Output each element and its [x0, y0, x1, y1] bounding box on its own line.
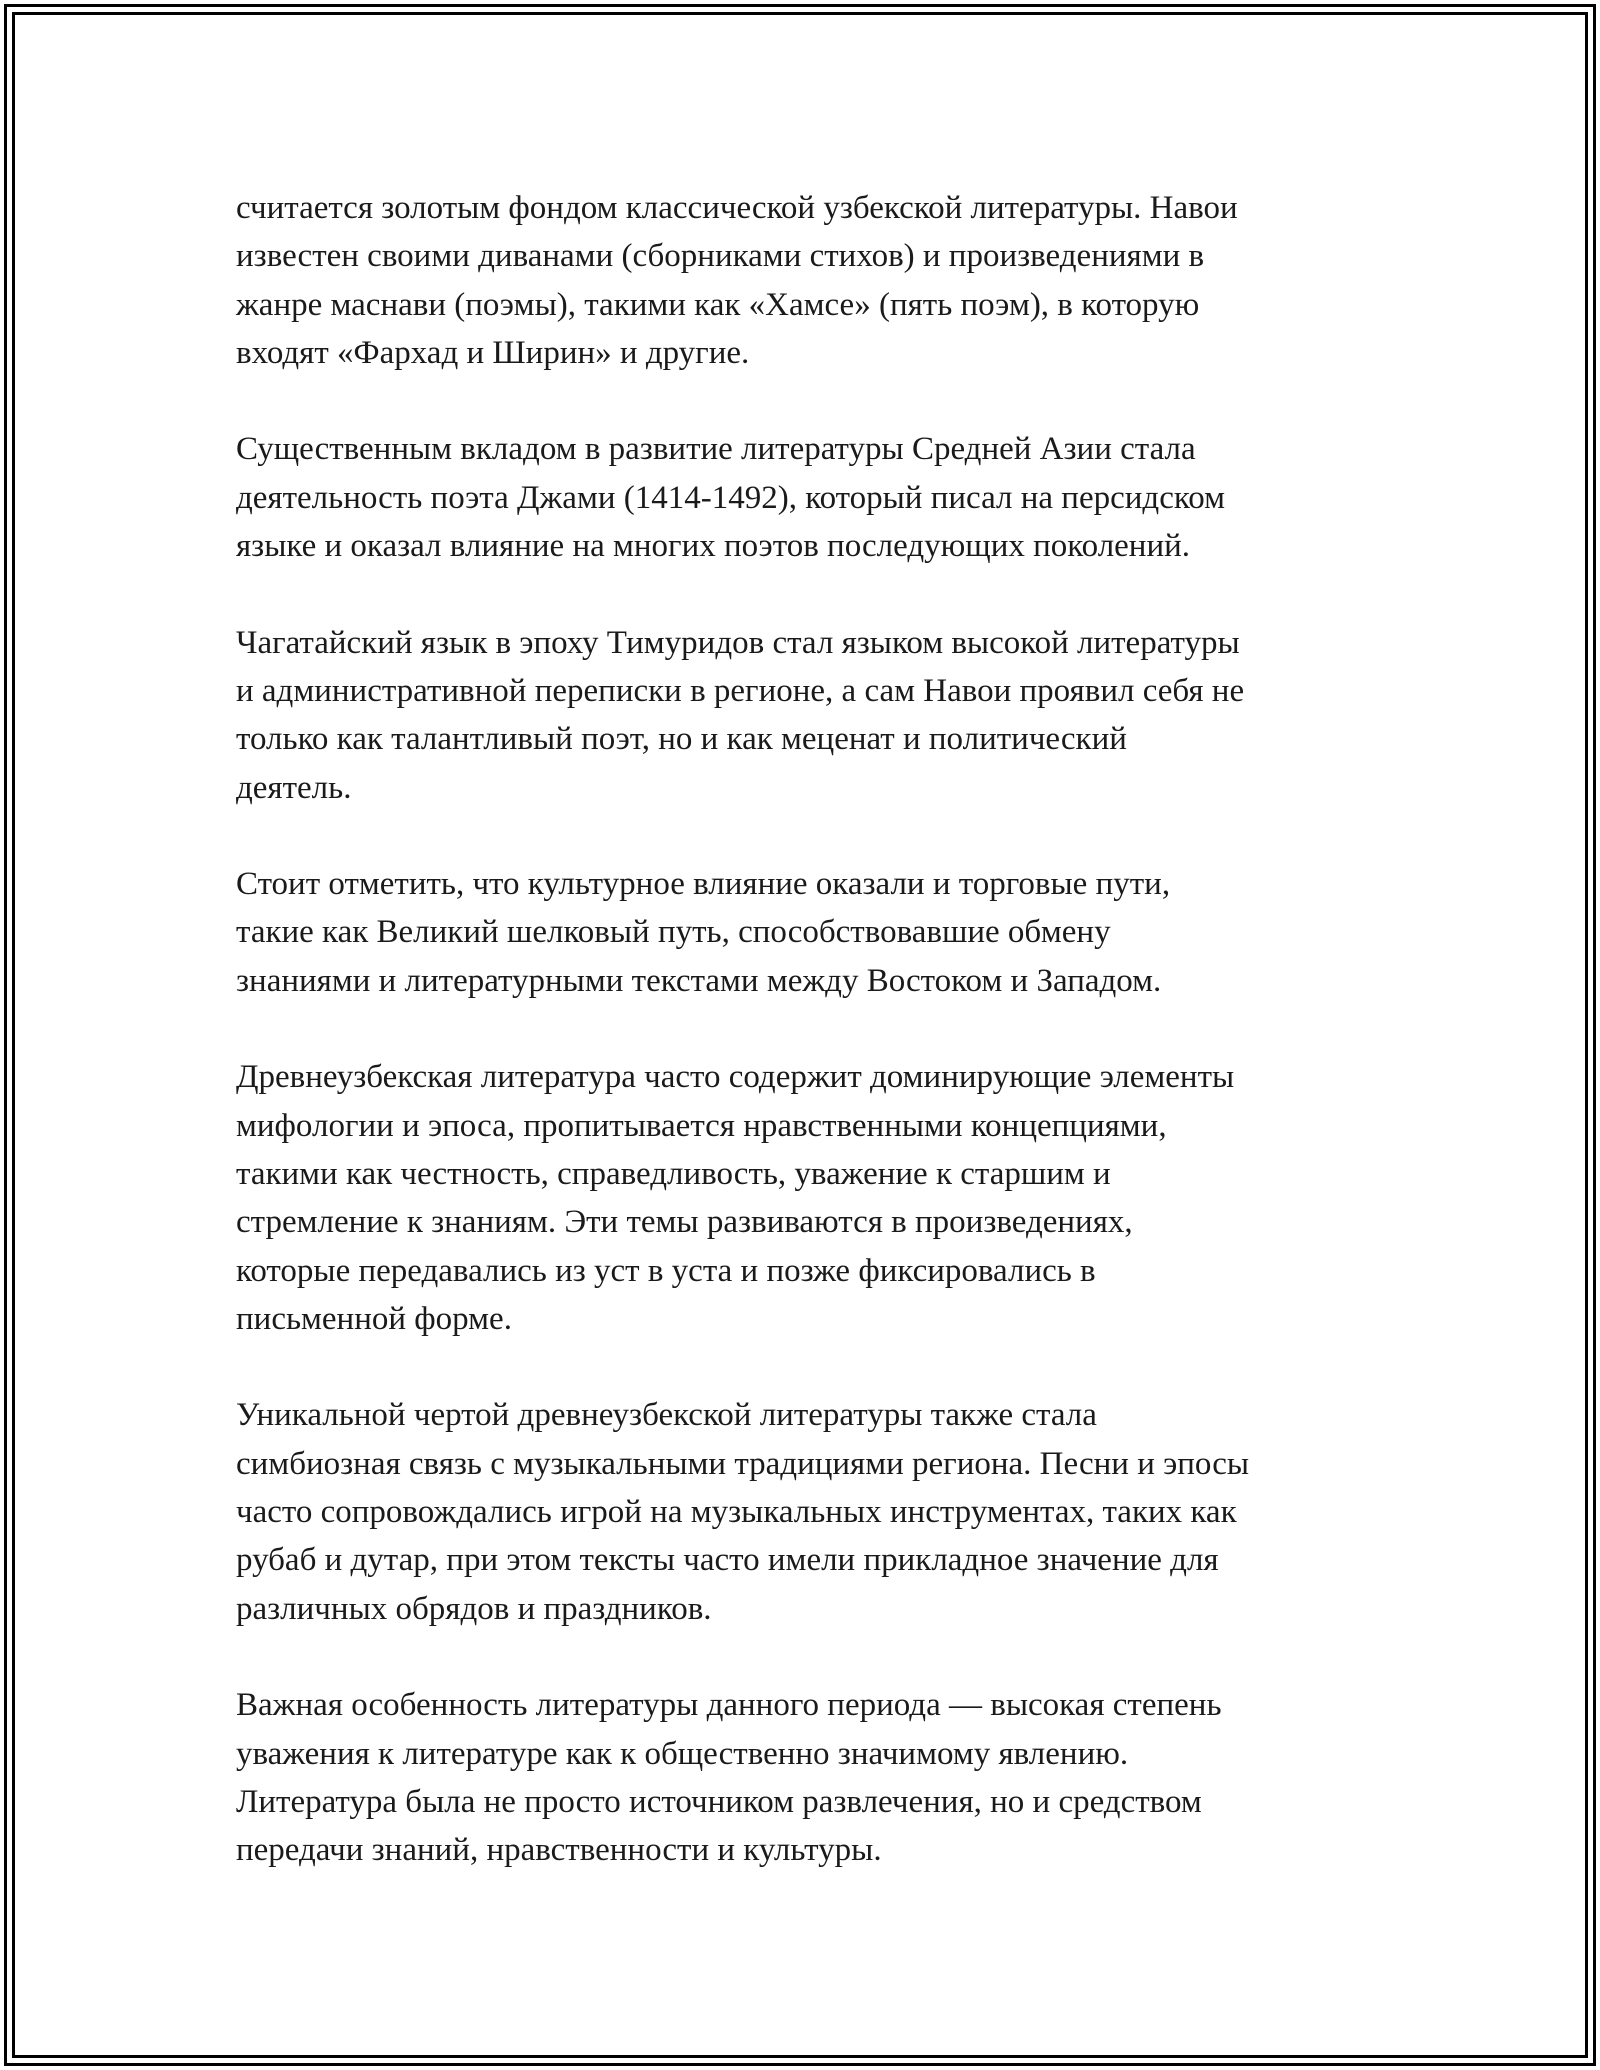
paragraph-literature-respect: Важная особенность литературы данного периода — высокая степень уважения к литературе как к общественно значимому явлению. Литература была не просто источником развлечения, но и средством передачи знаний, нравственности и культуры.: [236, 1687, 1222, 1869]
paragraph-navoi-works: считается золотым фондом классической узбекской литературы. Навои известен своими диванами (сборниками стихов) и произведениями в жанре маснави (поэмы), такими как «Хамсе» (пять поэм), в которую входят «Фархад и Ширин» и другие.: [236, 190, 1238, 371]
paragraph-silk-road: Стоит отметить, что культурное влияние оказали и торговые пути, такие как Великий шелковый путь, способствовавшие обмену знаниями и литературными текстами между Востоком и Западом.: [236, 866, 1171, 999]
paragraph-jami: Существенным вкладом в развитие литературы Средней Азии стала деятельность поэта Джами (1414-1492), который писал на персидском языке и оказал влияние на многих поэтов последующих поколений.: [236, 431, 1225, 565]
document-body: [236, 184, 1386, 1874]
paragraph-chagatai-language: Чагатайский язык в эпоху Тимуридов стал языком высокой литературы и административной переписки в регионе, а сам Навои проявил себя не только как талантливый поэт, но и как меценат и политический деятель.: [236, 624, 1245, 806]
paragraph-music-traditions: Уникальной чертой древнеузбекской литературы также стала симбиозная связь с музыкальными традициями региона. Песни и эпосы часто сопровождались игрой на музыкальных инструментах, таких как рубаб и дутар, при этом тексты часто имели прикладное значение для различных обрядов и праздников.: [236, 1397, 1250, 1627]
paragraph-mythology-epos: Древнеузбекская литература часто содержит доминирующие элементы мифологии и эпоса, пропитывается нравственными концепциями, такими как честность, справедливость, уважение к старшим и стремление к знаниям. Эти темы развиваются в произведениях, которые передавались из уст в уста и позже фиксировались в письменной форме.: [236, 1059, 1235, 1337]
